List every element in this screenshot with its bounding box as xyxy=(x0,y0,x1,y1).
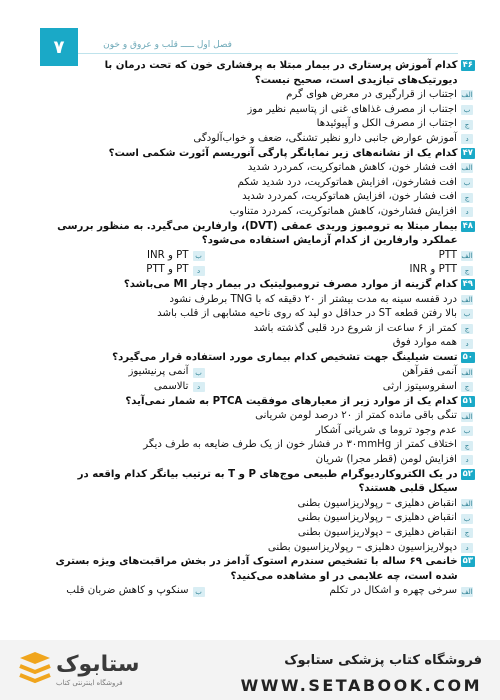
question-1 xyxy=(53,59,475,147)
question-stem xyxy=(53,278,475,293)
option-letter: ب xyxy=(461,309,473,319)
option-text: همه موارد فوق xyxy=(392,337,457,349)
question-number: ۴۸ xyxy=(462,220,473,231)
answer-option[interactable] xyxy=(409,263,475,278)
logo-subtitle: فروشگاه اینترنتی کتاب xyxy=(56,679,123,687)
question-number: ۵۰ xyxy=(462,351,473,362)
option-letter: ج xyxy=(461,120,473,130)
option-row xyxy=(53,249,475,264)
answer-option[interactable] xyxy=(53,117,475,132)
option-text: PT و PTT xyxy=(146,264,189,276)
question-7 xyxy=(53,468,475,556)
answer-option[interactable] xyxy=(53,526,475,541)
option-letter: ج xyxy=(461,382,473,392)
question-stem xyxy=(53,59,475,88)
answer-option[interactable] xyxy=(147,249,207,264)
option-text: انقباض دهلیزی – رپولاریزاسیون بطنی xyxy=(297,497,457,509)
option-cell xyxy=(322,249,476,264)
option-letter: ج xyxy=(461,193,473,203)
answer-option[interactable] xyxy=(146,263,206,278)
answer-option[interactable] xyxy=(53,190,475,205)
question-text: کدام یک از نشانه‌های زیر نمایانگر پارگی آنوریسم آئورت شکمی است؟ xyxy=(108,147,458,159)
question-2 xyxy=(53,147,475,220)
question-text: بیمار مبتلا به ترومبوز وریدی عمقی (DVT)، وارفارین می‌گیرد. به منظور بررسی عملکرد وارفارین از کدام آزمایش استفاده می‌شود؟ xyxy=(57,220,458,247)
option-cell xyxy=(322,365,476,380)
question-number: ۴۹ xyxy=(462,278,473,289)
option-letter: ب xyxy=(461,178,473,188)
answer-option[interactable] xyxy=(53,176,475,191)
option-letter: الف xyxy=(461,295,473,304)
option-text: اسفروسیتوز ارثی xyxy=(382,381,457,393)
option-text: PTT و INR xyxy=(409,264,457,276)
question-number: ۵۱ xyxy=(462,395,473,406)
option-row xyxy=(53,365,475,380)
option-letter: ج xyxy=(461,266,473,276)
option-row xyxy=(53,263,475,278)
option-letter: د xyxy=(461,455,473,465)
question-6 xyxy=(53,395,475,468)
answer-option[interactable] xyxy=(53,132,475,147)
option-letter: الف xyxy=(461,500,473,509)
question-5 xyxy=(53,351,475,395)
question-stem xyxy=(53,220,475,249)
answer-option[interactable] xyxy=(53,541,475,556)
option-text: کمتر از ۶ ساعت از شروع درد قلبی گذشته باشد xyxy=(253,322,457,334)
question-stem xyxy=(53,555,475,584)
question-stem xyxy=(53,351,475,366)
option-text: اجتناب از مصرف غذاهای غنی از پتاسیم نظیر موز xyxy=(247,103,457,115)
option-text: افت فشار خون، کاهش هماتوکریت، کمردرد شدید xyxy=(247,162,457,174)
option-text: PTT xyxy=(438,249,457,261)
question-3 xyxy=(53,220,475,278)
question-text: تست شیلینگ جهت تشخیص کدام بیماری مورد استفاده قرار می‌گیرد؟ xyxy=(112,351,458,363)
header-divider xyxy=(78,53,458,54)
option-text: افزایش لومن (قطر مجرا) شریان xyxy=(315,454,457,466)
option-letter: ب xyxy=(193,251,205,261)
answer-option[interactable] xyxy=(53,424,475,439)
question-number: ۴۶ xyxy=(462,60,473,70)
answer-option[interactable] xyxy=(53,511,475,526)
logo-name: ستابوک xyxy=(56,652,140,677)
option-letter: ج xyxy=(461,324,473,334)
option-letter: الف xyxy=(461,91,473,100)
option-letter: ب xyxy=(461,426,473,436)
question-number: ۴۷ xyxy=(462,147,473,158)
option-text: عدم وجود تروما ی شریانی آشکار xyxy=(315,424,457,436)
option-cell xyxy=(322,584,476,599)
option-text: افت فشارخون، افزایش هماتوکریت، درد شدید شکم xyxy=(237,176,457,188)
option-text: درد قفسه سینه به مدت بیشتر از ۲۰ دقیقه که با TNG برطرف نشود xyxy=(169,293,457,305)
option-text: آنمی پرنیشیوز xyxy=(128,366,189,378)
store-name: فروشگاه کتاب پزشکی ستابوک xyxy=(284,653,482,668)
page-number: ۷ xyxy=(40,28,78,66)
option-cell xyxy=(53,249,322,264)
book-stack-icon xyxy=(16,650,54,690)
question-text: در یک الکتروکاردیوگرام طبیعی موج‌های P و T به ترتیب بیانگر کدام واقعه در سیکل قلبی هستند؟ xyxy=(77,468,458,495)
answer-option[interactable] xyxy=(402,365,475,380)
answer-option[interactable] xyxy=(53,336,475,351)
answer-option[interactable] xyxy=(53,103,475,118)
question-text: کدام آموزش پرستاری در بیمار مبتلا به پرفشاری خون که تحت درمان با دیورتیک‌های تیازیدی است، صحیح نیست؟ xyxy=(104,60,458,86)
answer-option[interactable] xyxy=(329,584,475,599)
option-letter: ب xyxy=(461,105,473,115)
option-cell xyxy=(53,584,322,599)
option-letter: د xyxy=(461,339,473,349)
option-letter: الف xyxy=(461,587,473,596)
option-row xyxy=(53,380,475,395)
setabook-logo xyxy=(16,650,146,692)
question-text: کدام یک از موارد زیر از معیارهای موفقیت PTCA به شمار نمی‌آید؟ xyxy=(125,395,458,407)
question-number: ۵۳ xyxy=(462,556,473,567)
question-stem xyxy=(53,468,475,497)
option-cell xyxy=(322,263,476,278)
store-url[interactable]: WWW.SETABOOK.COM xyxy=(240,676,482,695)
option-text: اختلاف کمتر از ۳۰mmHg در فشار خون از یک طرف ضایعه به طرف دیگر xyxy=(143,439,457,451)
answer-option[interactable] xyxy=(53,161,475,176)
option-letter: د xyxy=(461,134,473,144)
question-stem xyxy=(53,395,475,410)
option-text: اجتناب از مصرف الکل و آپیوئیدها xyxy=(316,118,457,130)
answer-option[interactable] xyxy=(154,380,207,395)
chapter-title: فصل اول ـــــ قلب و عروق و خون xyxy=(103,40,232,50)
option-cell xyxy=(53,380,322,395)
option-text: PT و INR xyxy=(147,249,189,261)
question-8 xyxy=(53,555,475,599)
option-text: آموزش عوارض جانبی دارو نظیر تشنگی، ضعف و خواب‌آلودگی xyxy=(193,132,457,144)
option-letter: د xyxy=(461,207,473,217)
option-letter: ب xyxy=(193,587,205,597)
option-text: بالا رفتن قطعه ST در حداقل دو لید که روی ناحیه مشابهی از قلب باشد xyxy=(157,308,457,320)
questions-list xyxy=(53,59,475,599)
question-4 xyxy=(53,278,475,351)
answer-option[interactable] xyxy=(53,497,475,512)
answer-option[interactable] xyxy=(53,88,475,103)
answer-option[interactable] xyxy=(53,409,475,424)
option-text: افت فشار خون، افزایش هماتوکریت، کمردرد شدید xyxy=(242,191,457,203)
answer-option[interactable] xyxy=(53,205,475,220)
answer-option[interactable] xyxy=(439,249,475,264)
option-letter: الف xyxy=(461,252,473,261)
answer-option[interactable] xyxy=(53,307,475,322)
answer-option[interactable] xyxy=(129,365,207,380)
option-text: انقباض دهلیزی – رپولاریزاسیون بطنی xyxy=(297,512,457,524)
option-row xyxy=(53,584,475,599)
answer-option[interactable] xyxy=(66,584,206,599)
option-letter: ب xyxy=(193,368,205,378)
option-text: تنگی باقی مانده کمتر از ۲۰ درصد لومن شریانی xyxy=(255,410,457,422)
question-text: کدام گزینه از موارد مصرف ترومبولیتیک در بیمار دچار MI می‌باشد؟ xyxy=(123,278,458,290)
answer-option[interactable] xyxy=(53,322,475,337)
option-letter: الف xyxy=(461,368,473,377)
option-text: سنکوپ و کاهش ضربان قلب xyxy=(66,585,189,597)
option-text: تالاسمی xyxy=(153,381,189,393)
option-letter: د xyxy=(461,543,473,553)
question-number: ۵۲ xyxy=(462,468,473,479)
option-letter: الف xyxy=(461,412,473,421)
answer-option[interactable] xyxy=(383,380,475,395)
option-letter: الف xyxy=(461,164,473,173)
option-text: افزایش فشارخون، کاهش هماتوکریت، کمردرد متناوب xyxy=(229,205,457,217)
answer-option[interactable] xyxy=(53,293,475,308)
footer-banner xyxy=(0,640,500,700)
option-cell xyxy=(53,365,322,380)
option-letter: ب xyxy=(461,514,473,524)
answer-option[interactable] xyxy=(53,453,475,468)
option-letter: د xyxy=(193,382,205,392)
option-cell xyxy=(322,380,476,395)
option-letter: د xyxy=(193,266,205,276)
option-letter: ج xyxy=(461,528,473,538)
option-text: اجتناب از قرارگیری در معرض هوای گرم xyxy=(286,89,457,101)
question-text: خانمی ۶۹ ساله با تشخیص سندرم استوک آدامز در بخش مراقبت‌های ویژه بستری شده است، چه علایمی در او مشاهده می‌کنید؟ xyxy=(55,556,458,582)
option-text: دپولاریزاسیون دهلیزی – رپولاریزاسیون بطنی xyxy=(267,541,457,553)
option-cell xyxy=(53,263,322,278)
option-text: انقباض دهلیزی – دپولاریزاسیون بطنی xyxy=(297,527,457,538)
option-text: سرخی چهره و اشکال در تکلم xyxy=(329,585,457,597)
answer-option[interactable] xyxy=(53,438,475,453)
option-text: آنمی فقرآهن xyxy=(402,366,457,378)
option-letter: ج xyxy=(461,441,473,451)
question-stem xyxy=(53,147,475,162)
